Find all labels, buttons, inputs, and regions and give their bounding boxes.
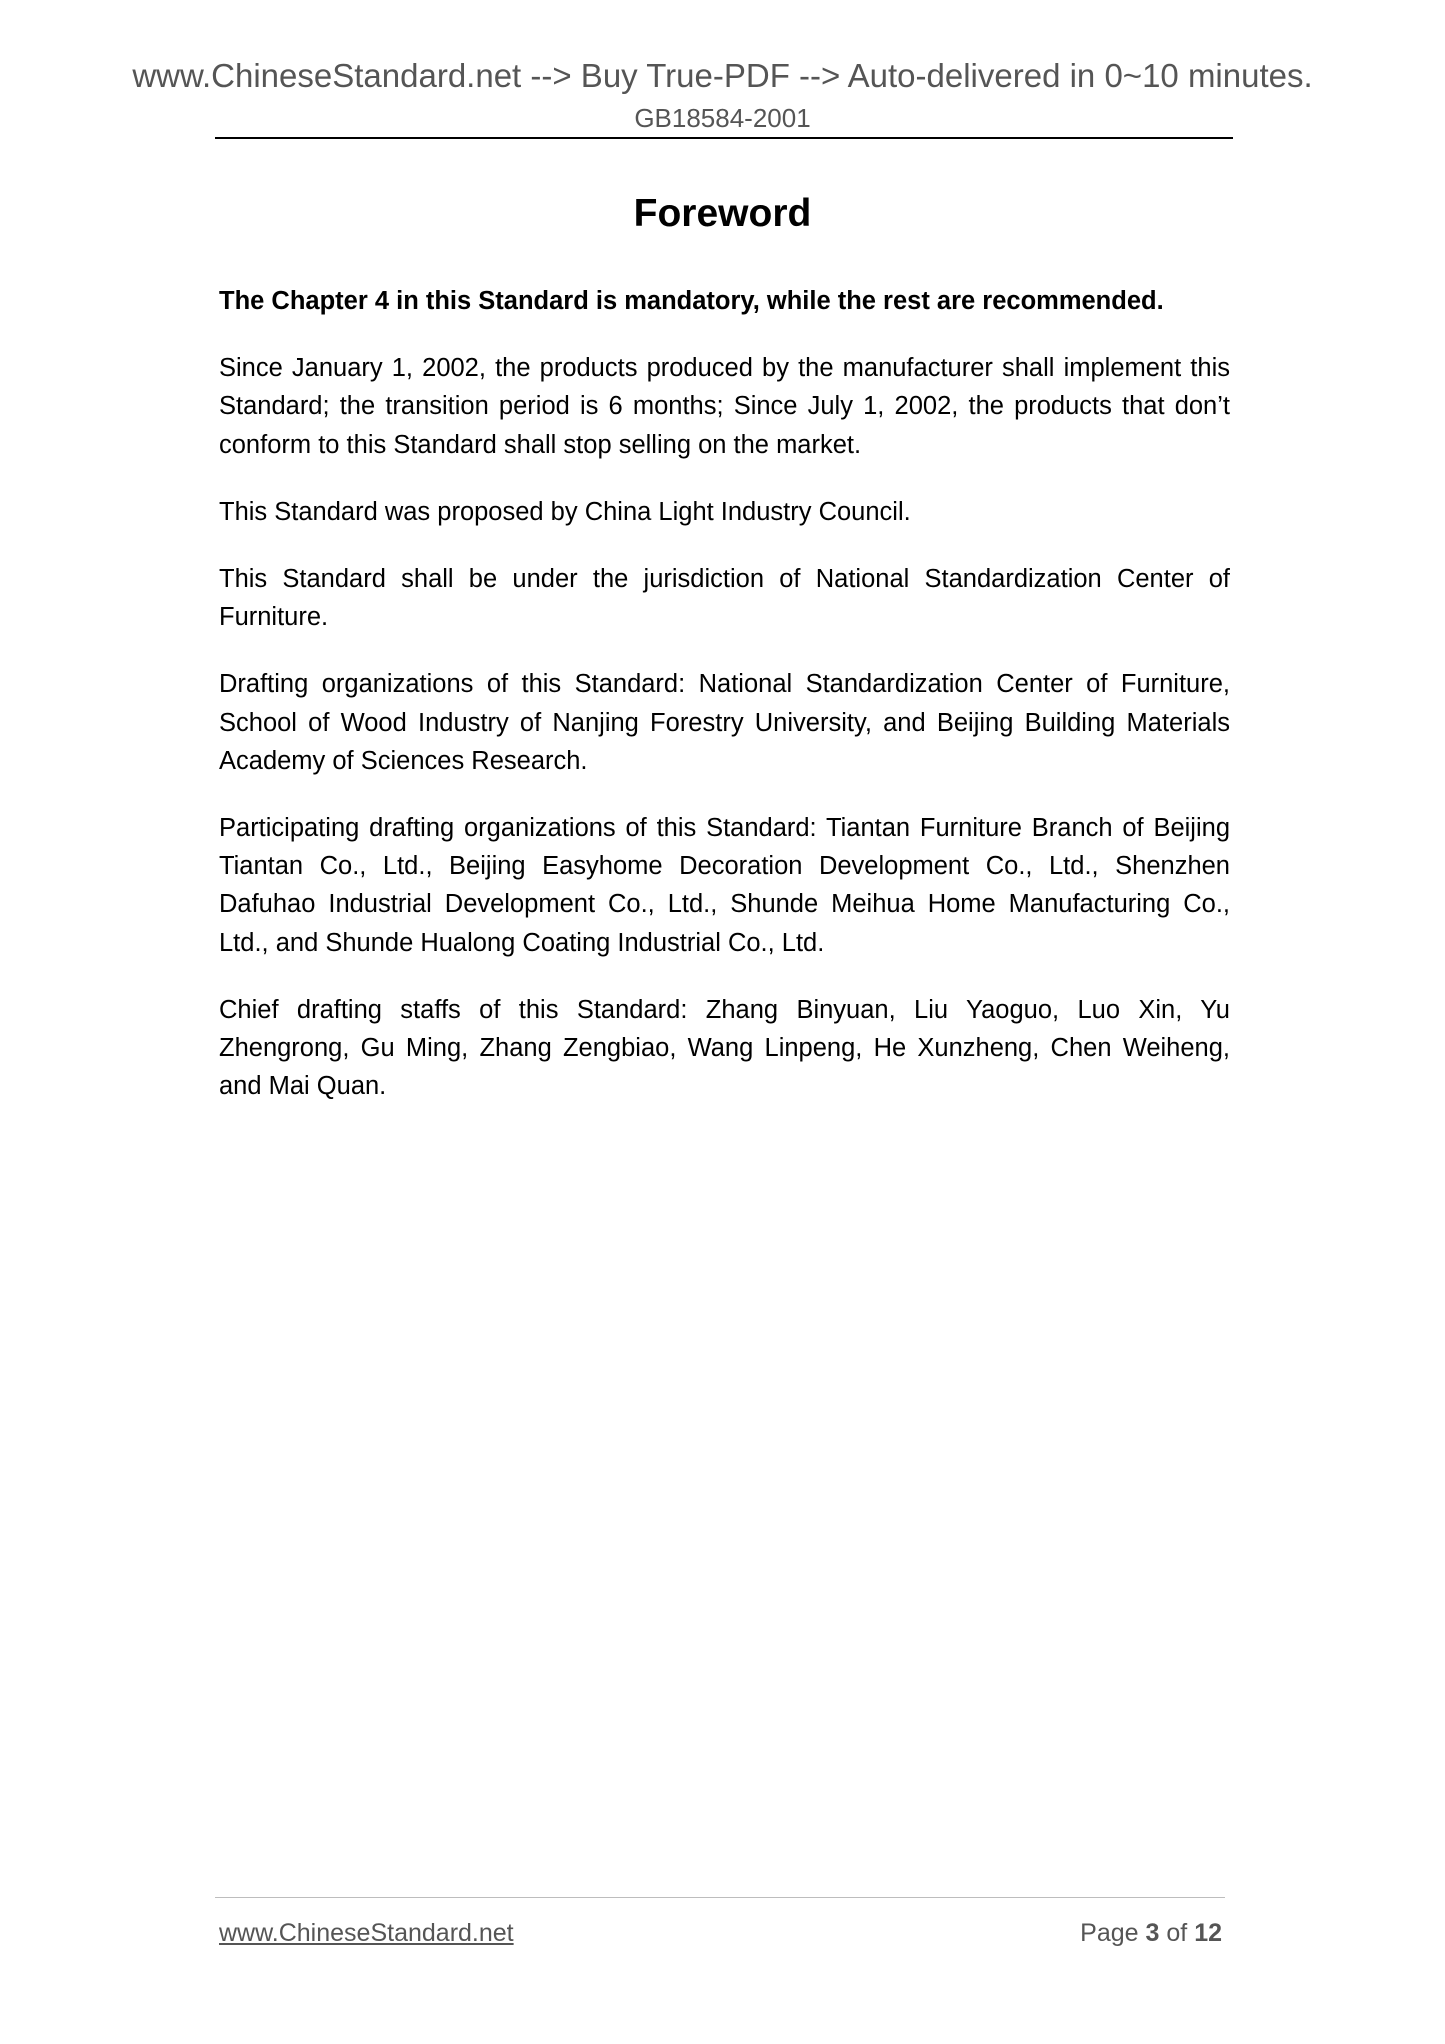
participating-organizations-paragraph: Participating drafting organizations of this Standard: Tiantan Furniture Branch of Beijing Tiantan Co., Ltd., Beijing Easyhome Decoration Development Co., Ltd., Shenzhen Dafuhao Industrial Development Co., Ltd., Shunde Meihua Home Manufacturing Co., Ltd., and Shunde Hualong Coating Industrial Co., Ltd. (219, 814, 1230, 957)
footer-divider (215, 1897, 1225, 1898)
jurisdiction-paragraph: This Standard shall be under the jurisdiction of National Standardization Center of Furniture. (219, 565, 1230, 632)
implementation-paragraph: Since January 1, 2002, the products produced by the manufacturer shall implement this Standard; the transition period is 6 months; Since July 1, 2002, the products that don’t conform to this Standard shall stop selling on the market. (219, 354, 1230, 459)
header-divider (215, 137, 1233, 139)
drafting-organizations-paragraph: Drafting organizations of this Standard: National Standardization Center of Furniture, School of Wood Industry of Nanjing Forestry University, and Beijing Building Materials Academy of Sciences Research. (219, 670, 1230, 775)
page-of-word: of (1166, 1919, 1188, 1947)
proposer-paragraph: This Standard was proposed by China Light Industry Council. (219, 497, 911, 526)
mandatory-statement: The Chapter 4 in this Standard is mandatory, while the rest are recommended. (219, 287, 1164, 315)
total-page-count: 12 (1194, 1919, 1222, 1947)
current-page-number: 3 (1145, 1919, 1160, 1947)
foreword-body (219, 282, 1230, 1134)
document-code: GB18584-2001 (634, 103, 811, 133)
chief-drafting-staff-paragraph: Chief drafting staffs of this Standard: Zhang Binyuan, Liu Yaoguo, Luo Xin, Yu Zhengrong, Gu Ming, Zhang Zengbiao, Wang Linpeng, He Xunzheng, Chen Weiheng, and Mai Quan. (219, 995, 1230, 1101)
page-word: Page (1080, 1919, 1139, 1947)
page-indicator (1080, 1918, 1222, 1948)
header-banner: www.ChineseStandard.net --> Buy True-PDF --> Auto-delivered in 0~10 minutes. (132, 57, 1313, 94)
footer-website-link[interactable]: www.ChineseStandard.net (219, 1919, 514, 1947)
page-title: Foreword (633, 192, 812, 235)
